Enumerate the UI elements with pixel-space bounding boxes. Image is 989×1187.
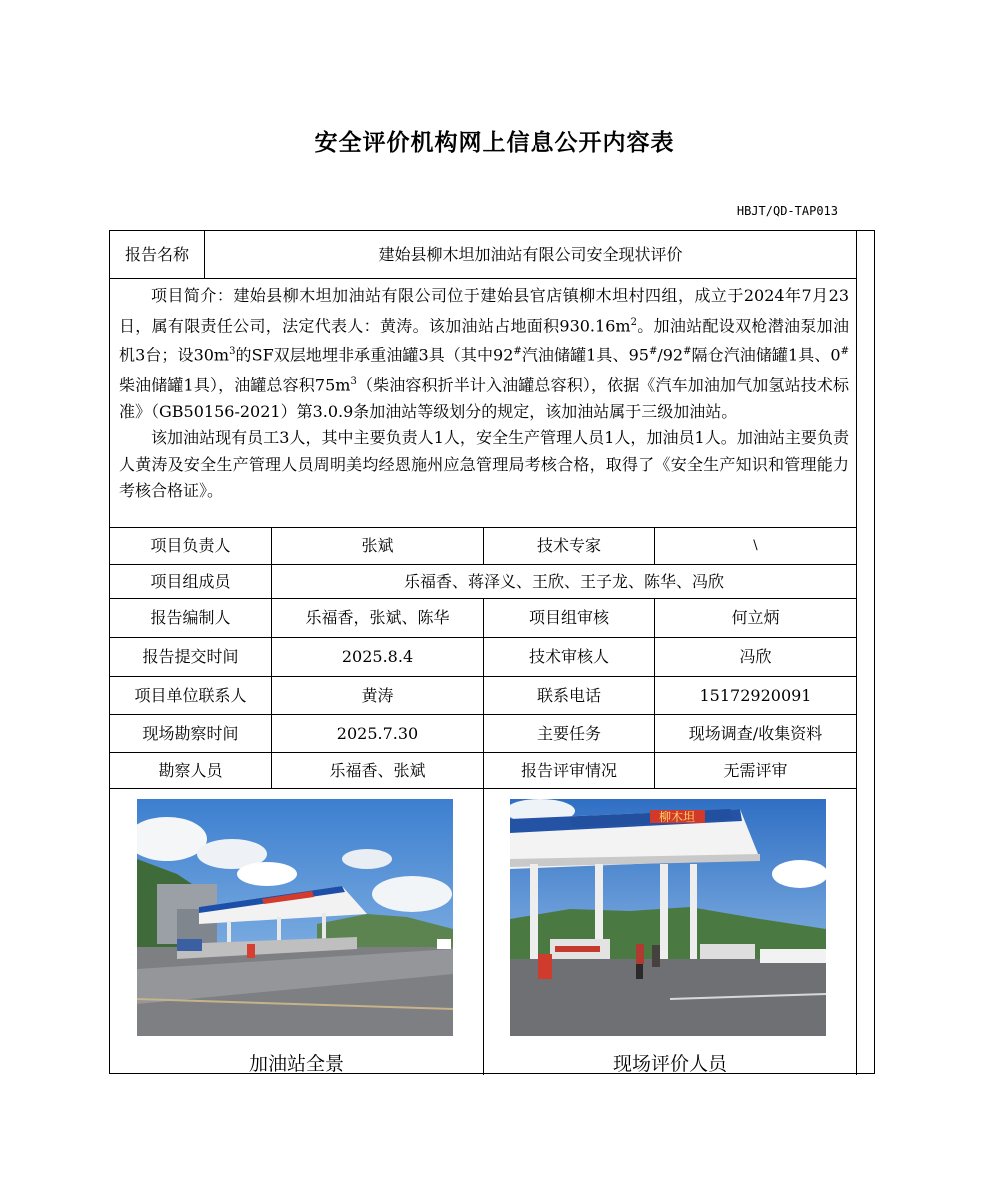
- project-intro: [119, 283, 849, 505]
- intro-paragraph-1: 项目简介：建始县柳木坦加油站有限公司位于建始县官店镇柳木坦村四组，成立于2024年7月23日，属有限责任公司，法定代表人：黄涛。该加油站占地面积$930.16m^2$。加油站配设双枪潜油泵加油机3台；设$30m^3$的SF双层地埋非承重油罐3具（其中92#汽油储罐1具、95#/92#隔仓汽油储罐1具、0#柴油储罐1具），油罐总容积$75m^3$（柴油容积折半计入油罐总容积），依据《汽车加油加气加氢站技术标准》（GB50156-2021）第3.0.9条加油站等级划分的规定，该加油站属于三级加油站。: [119, 286, 849, 421]
- label-tech-reviewer: 技术审核人: [528, 647, 609, 667]
- photo-caption-staff: 现场评价人员: [612, 1053, 727, 1075]
- value-review-status: 无需评审: [723, 760, 788, 780]
- onsite-staff-photo: [510, 799, 826, 1036]
- value-survey-time: 2025.7.30: [336, 723, 419, 743]
- label-team-members: 项目组成员: [150, 571, 231, 591]
- label-phone: 联系电话: [536, 685, 601, 705]
- label-submit-time: 报告提交时间: [142, 647, 239, 667]
- station-overview-photo: [137, 799, 453, 1036]
- value-team-members: 乐福香、蒋泽义、王欣、王子龙、陈华、冯欣: [403, 571, 724, 591]
- label-main-task: 主要任务: [536, 723, 601, 743]
- value-tech-expert: \: [753, 538, 758, 554]
- canopy-sign: 柳木坦: [658, 810, 696, 824]
- label-tech-expert: 技术专家: [536, 536, 601, 556]
- label-survey-time: 现场勘察时间: [142, 723, 239, 743]
- onsite-staff-image: [510, 799, 826, 1036]
- value-report-author: 乐福香，张斌、陈华: [305, 608, 450, 628]
- label-report-author: 报告编制人: [150, 608, 231, 628]
- value-submit-time: 2025.8.4: [341, 647, 414, 667]
- info-table: [109, 230, 875, 1074]
- value-tech-reviewer: 冯欣: [739, 647, 772, 667]
- intro-paragraph-2: 该加油站现有员工3人，其中主要负责人1人，安全生产管理人员1人，加油员1人。加油站主要负责人黄涛及安全生产管理人员周明美均经恩施州应急管理局考核合格，取得了《安全生产知识和管理能力考核合格证》。: [119, 428, 849, 501]
- report-name-value: 建始县柳木坦加油站有限公司安全现状评价: [378, 244, 683, 264]
- value-project-leader: 张斌: [361, 536, 394, 556]
- label-project-leader: 项目负责人: [150, 536, 231, 556]
- column-divider: [856, 231, 857, 1075]
- row-divider: [110, 278, 857, 279]
- value-main-task: 现场调查/收集资料: [688, 723, 823, 743]
- column-divider: [483, 788, 484, 1075]
- value-phone: 15172920091: [699, 685, 812, 705]
- page-title: 安全评价机构网上信息公开内容表: [314, 130, 675, 156]
- document-code: HBJT/QD-TAP013: [736, 204, 838, 218]
- label-surveyors: 勘察人员: [158, 760, 223, 780]
- label-team-review: 项目组审核: [528, 608, 609, 628]
- station-overview-image: [137, 799, 453, 1036]
- label-review-status: 报告评审情况: [520, 760, 617, 780]
- value-unit-contact: 黄涛: [361, 685, 394, 705]
- label-unit-contact: 项目单位联系人: [134, 685, 247, 705]
- report-name-label: 报告名称: [124, 244, 189, 264]
- value-team-review: 何立炳: [731, 608, 780, 628]
- photo-caption-overview: 加油站全景: [248, 1053, 344, 1075]
- value-surveyors: 乐福香、张斌: [329, 760, 426, 780]
